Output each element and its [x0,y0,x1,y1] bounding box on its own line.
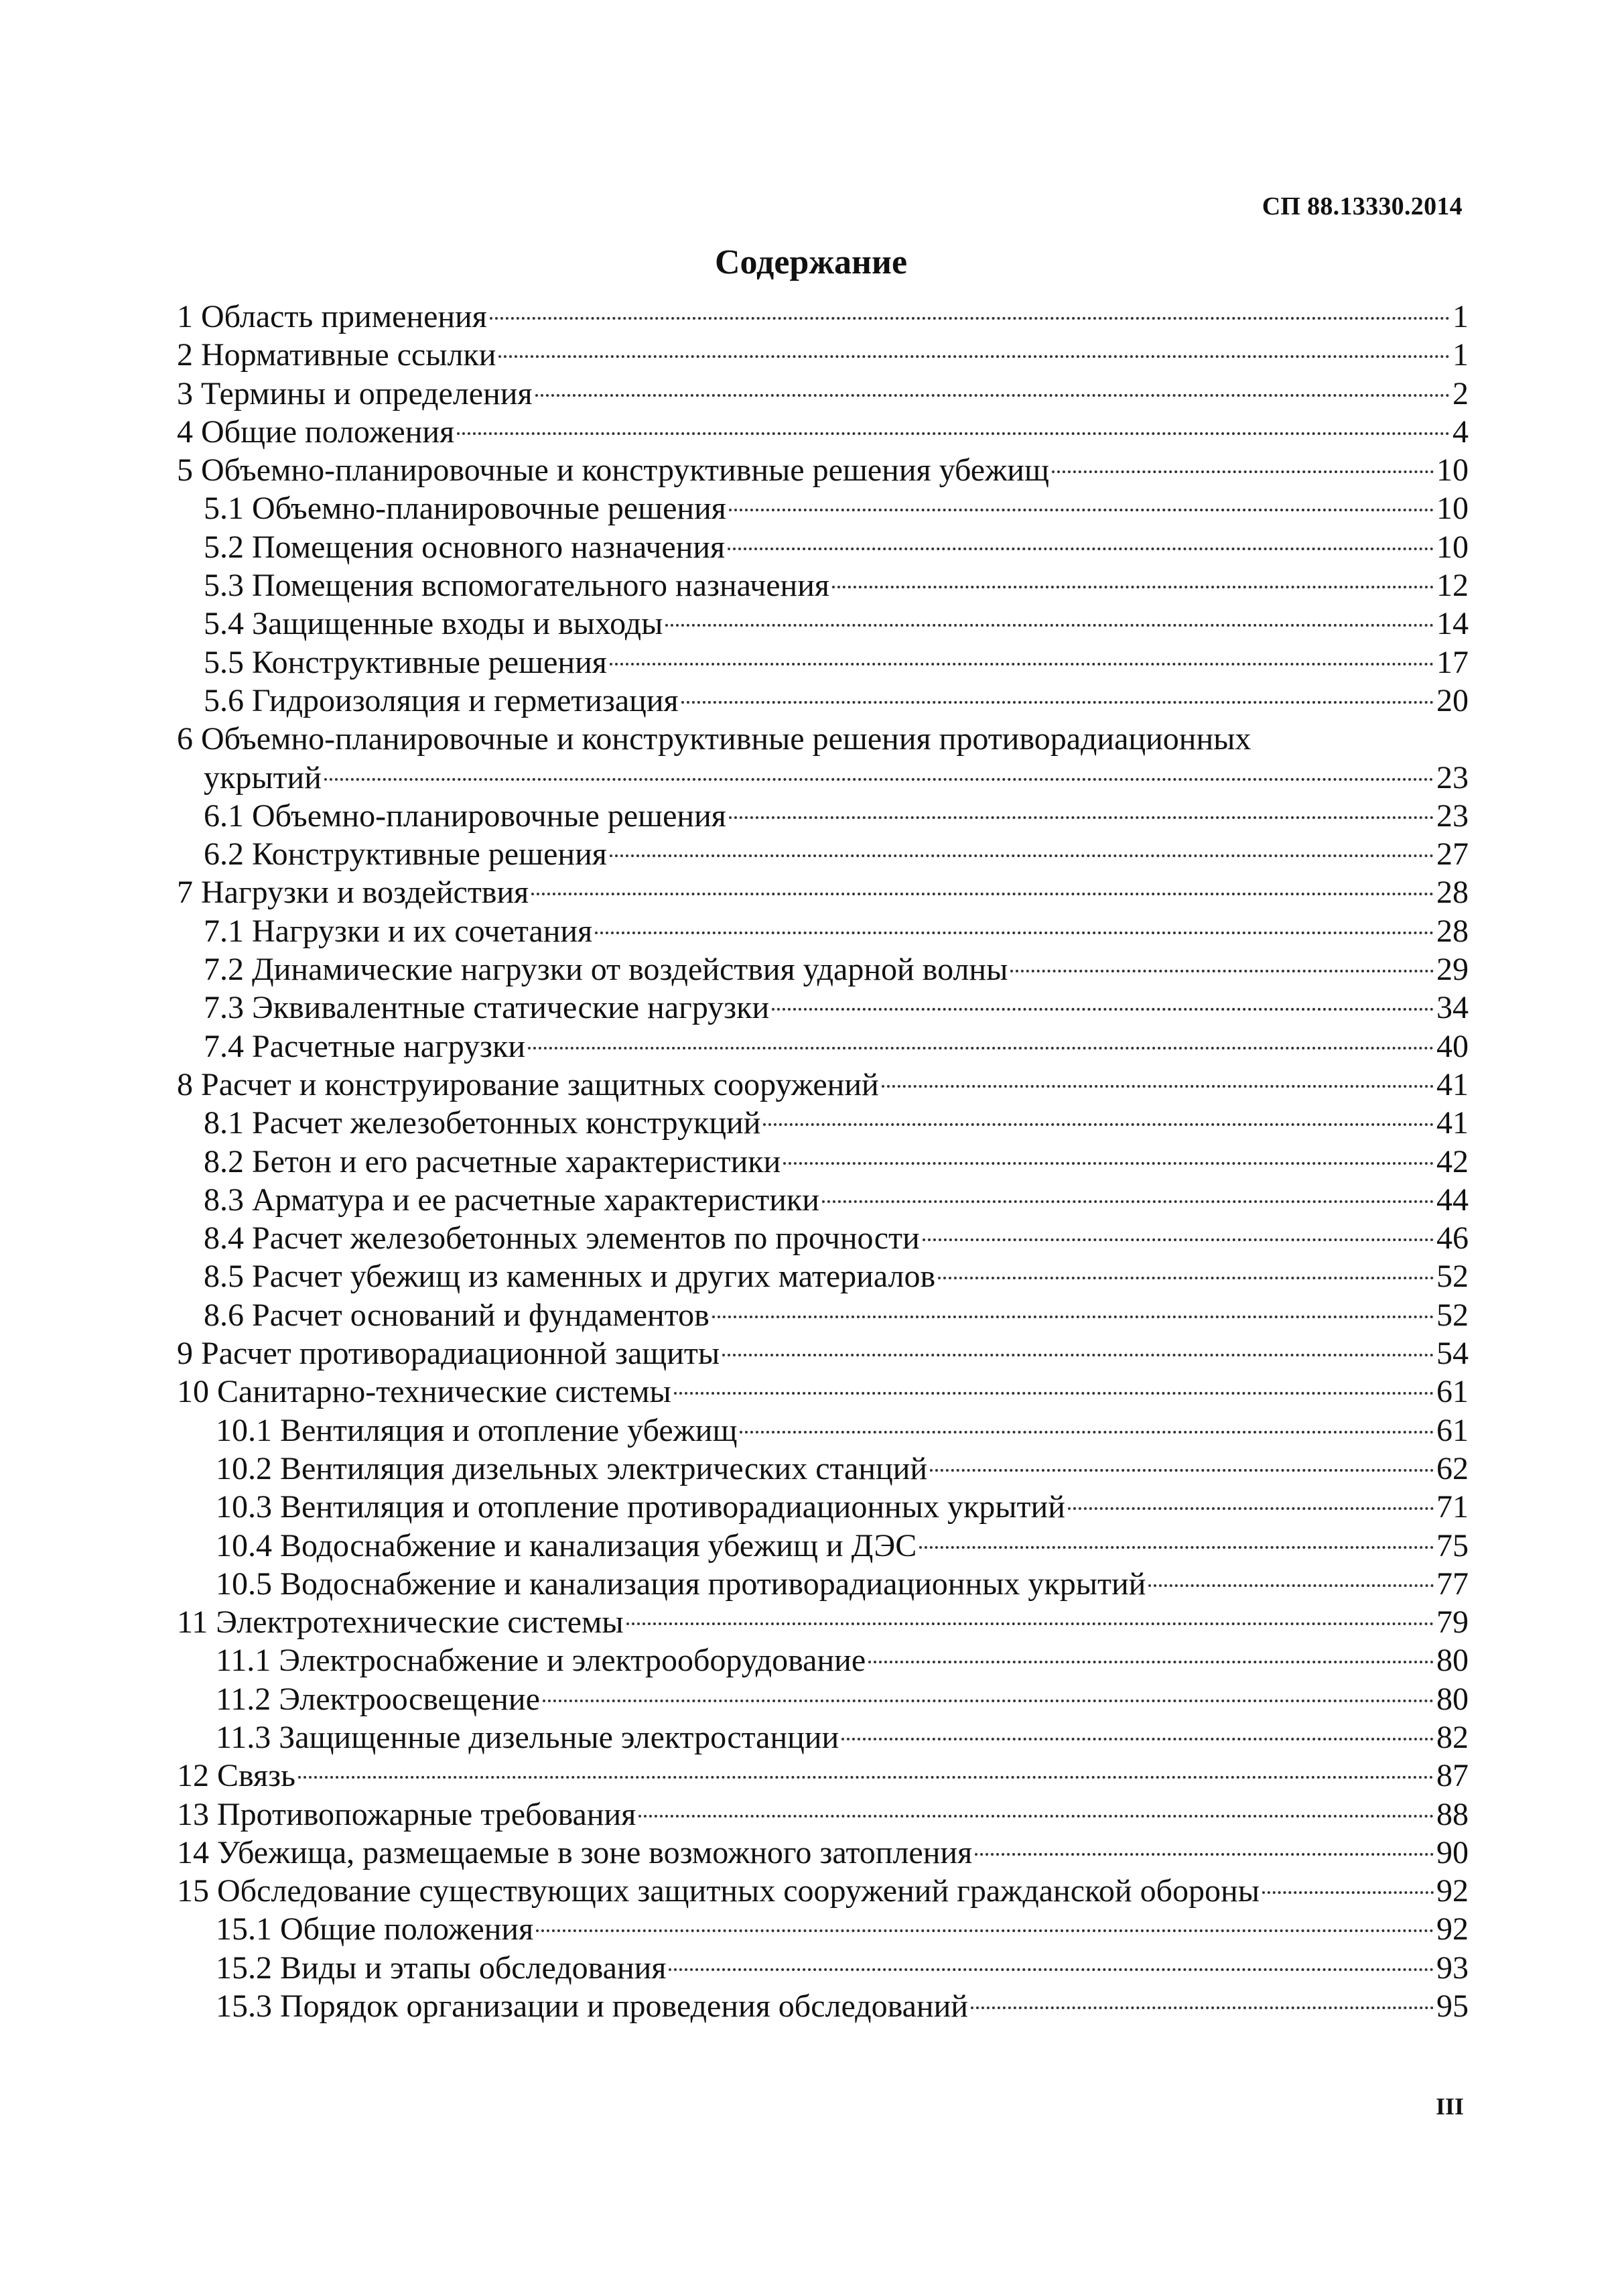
toc-entry-page: 28 [1436,913,1469,949]
toc-entry-page: 27 [1436,836,1469,873]
dot-leader [498,355,1450,358]
toc-entry [177,336,1469,374]
dot-leader [975,1853,1434,1856]
toc-entry-page: 2 [1452,375,1469,411]
toc-entry-title: 7 Нагрузки и воздействия [177,875,529,911]
dot-leader [674,1392,1434,1395]
toc-entry [177,566,1469,604]
dot-leader [1068,1507,1434,1510]
toc-entry-page: 10 [1436,452,1469,489]
dot-leader [971,2006,1434,2009]
toc-entry-title: 10 Санитарно-технические системы [177,1374,671,1410]
toc-entry-page: 62 [1436,1450,1469,1486]
toc-entry-title: 5.3 Помещения вспомогательного назначения [204,568,829,604]
dot-leader [543,1700,1434,1702]
toc-entry-page: 23 [1436,798,1469,834]
toc-entry [177,1757,1469,1795]
toc-entry-page: 34 [1436,990,1469,1026]
toc-entry [177,1143,1469,1181]
toc-entry [177,1027,1469,1066]
toc-entry-page: 80 [1436,1681,1469,1717]
toc-entry-title: 8.3 Арматура и ее расчетные характеристики [204,1182,819,1218]
toc-entry-page: 79 [1436,1604,1469,1641]
dot-leader [528,1047,1434,1049]
toc-entry-title: 8 Расчет и конструирование защитных сооружений [177,1066,879,1102]
dot-leader [298,1776,1434,1779]
toc-entry-page: 28 [1436,875,1469,911]
toc-entry-title: 11 Электротехнические системы [177,1604,624,1641]
toc-entry-title: 13 Противопожарные требования [177,1796,636,1832]
dot-leader [681,701,1434,704]
toc-entry-title: 7.4 Расчетные нагрузки [204,1028,526,1064]
toc-entry-page: 71 [1436,1489,1469,1525]
dot-leader [610,854,1434,857]
dot-leader [536,1929,1434,1932]
toc-entry [177,1565,1469,1603]
toc-entry-title: 10.4 Водоснабжение и канализация убежищ и ДЭС [216,1527,917,1564]
toc-entry-page: 12 [1436,568,1469,604]
toc-entry-title: 8.4 Расчет железобетонных элементов по прочности [204,1220,920,1257]
toc-entry-page: 1 [1452,299,1469,334]
toc-entry [177,375,1469,413]
toc-entry-title: 5.1 Объемно-планировочные решения [204,491,726,527]
toc-entry-page: 29 [1436,952,1469,988]
toc-entry-page: 92 [1436,1911,1469,1948]
toc-entry-page: 44 [1436,1182,1469,1218]
toc-entry-title: 8.5 Расчет убежищ из каменных и других материалов [204,1259,936,1295]
dot-leader [763,1123,1434,1126]
toc-entry-title: 8.1 Расчет железобетонных конструкций [204,1105,761,1141]
dot-leader [712,1316,1434,1318]
dot-leader [1052,470,1434,473]
dot-leader [535,394,1450,397]
toc-entry [177,1834,1469,1872]
toc-entry [177,1718,1469,1757]
dot-leader [324,778,1434,781]
toc-entry [177,413,1469,451]
toc-entry-title: 3 Термины и определения [177,375,533,411]
dot-leader [457,432,1450,435]
toc-entry-page: 23 [1436,759,1469,795]
toc-entry-title: 5 Объемно-планировочные и конструктивные решения убежищ [177,452,1049,489]
dot-leader [783,1162,1434,1165]
toc-entry-page: 95 [1436,1988,1469,2025]
toc-entry [177,950,1469,988]
toc-entry-title: 7.1 Нагрузки и их сочетания [204,913,593,949]
toc-entry-page: 88 [1436,1796,1469,1832]
toc-entry-title: 6.2 Конструктивные решения [204,836,607,873]
toc-entry [177,682,1469,720]
toc-entry [177,873,1469,911]
toc-entry-continuation [177,759,1469,797]
toc-entry-title: 5.4 Защищенные входы и выходы [204,606,663,642]
dot-leader [919,1546,1434,1549]
toc-entry-title: 15.2 Виды и этапы обследования [216,1950,667,1986]
toc-entry-title: 10.1 Вентиляция и отопление убежищ [216,1412,738,1448]
toc-entry-title: 6.1 Объемно-планировочные решения [204,798,726,834]
dot-leader [822,1200,1434,1203]
toc-entry-title: 11.3 Защищенные дизельные электростанции [216,1719,839,1755]
toc-entry-page: 14 [1436,606,1469,642]
toc-entry [177,1949,1469,1987]
toc-entry-title: 7.2 Динамические нагрузки от воздействия ударной волны [204,952,1008,988]
toc-entry [177,1527,1469,1565]
toc-entry-title: 10.3 Вентиляция и отопление противорадиационных укрытий [216,1489,1065,1525]
dot-leader [665,624,1434,627]
toc-entry-page: 42 [1436,1143,1469,1179]
toc-entry [177,1795,1469,1834]
dot-leader [772,1008,1434,1011]
toc-entry-title: 10.2 Вентиляция дизельных электрических станций [216,1450,928,1486]
page-title: Содержание [714,243,908,281]
toc-entry [177,1066,1469,1104]
toc-entry-title: 8.6 Расчет оснований и фундаментов [204,1297,709,1333]
toc-entry-title: 14 Убежища, размещаемые в зоне возможного затопления [177,1834,973,1870]
dot-leader [923,1238,1434,1241]
dot-leader [1262,1891,1434,1894]
toc-entry-title: 5.6 Гидроизоляция и герметизация [204,682,679,718]
toc-entry [177,1488,1469,1526]
toc-entry [177,835,1469,873]
dot-leader [610,663,1434,665]
toc-entry [177,1104,1469,1142]
toc-entry [177,451,1469,489]
toc-entry-title: 5.5 Конструктивные решения [204,644,607,680]
toc-entry-page: 17 [1436,644,1469,680]
toc-entry-page: 41 [1436,1105,1469,1141]
toc-entry-page: 10 [1436,491,1469,527]
dot-leader [882,1085,1434,1088]
page-number: III [1435,2093,1464,2120]
toc-entry-title: 7.3 Эквивалентные статические нагрузки [204,990,770,1026]
toc-entry-title: 15 Обследование существующих защитных сооружений гражданской обороны [177,1873,1260,1909]
toc-entry-page: 75 [1436,1527,1469,1564]
toc-entry [177,1181,1469,1219]
toc-entry-title: укрытий [204,759,322,795]
toc-entry-title: 6 Объемно-планировочные и конструктивные решения противорадиационных [177,721,1252,757]
toc-entry-page: 54 [1436,1336,1469,1372]
dot-leader [638,1815,1434,1817]
toc-entry [177,298,1469,336]
toc-entry-title: 15.1 Общие положения [216,1911,534,1948]
toc-entry [177,1373,1469,1411]
toc-entry [177,1872,1469,1910]
toc-entry-page: 46 [1436,1220,1469,1257]
table-of-contents [177,298,1469,2025]
toc-entry-page: 20 [1436,682,1469,718]
dot-leader [669,1968,1434,1971]
dot-leader [740,1431,1434,1433]
toc-entry [177,1680,1469,1718]
toc-entry-page: 61 [1436,1412,1469,1448]
toc-entry-title: 10.5 Водоснабжение и канализация противорадиационных укрытий [216,1566,1146,1602]
toc-entry-title: 5.2 Помещения основного назначения [204,529,726,565]
toc-entry-page: 52 [1436,1259,1469,1295]
toc-entry-title: 2 Нормативные ссылки [177,337,496,373]
toc-entry-title: 9 Расчет противорадиационной защиты [177,1336,720,1372]
dot-leader [841,1738,1434,1740]
toc-entry-page: 1 [1452,337,1469,373]
toc-entry [177,489,1469,527]
dot-leader [626,1622,1434,1625]
dot-leader [722,1354,1434,1356]
toc-entry-page: 41 [1436,1066,1469,1102]
toc-entry-page: 93 [1436,1950,1469,1986]
toc-entry [177,643,1469,682]
dot-leader [490,317,1450,320]
toc-entry [177,1910,1469,1948]
toc-entry-page: 10 [1436,529,1469,565]
toc-entry-page: 4 [1452,413,1469,450]
toc-entry [177,1411,1469,1450]
toc-entry [177,1987,1469,2025]
toc-entry-page: 52 [1436,1297,1469,1333]
toc-entry [177,1296,1469,1334]
toc-entry [177,797,1469,835]
toc-entry-title: 12 Связь [177,1758,295,1794]
toc-entry [177,1334,1469,1373]
toc-entry [177,988,1469,1027]
toc-entry [177,720,1469,758]
dot-leader [938,1277,1434,1279]
toc-entry [177,1257,1469,1295]
toc-entry [177,1603,1469,1641]
toc-entry-page: 40 [1436,1028,1469,1064]
toc-entry [177,604,1469,643]
dot-leader [1010,970,1434,972]
dot-leader [531,893,1434,895]
document-code: СП 88.13330.2014 [1262,192,1463,220]
toc-entry-page: 80 [1436,1643,1469,1679]
dot-leader [868,1661,1434,1663]
toc-entry-page: 90 [1436,1834,1469,1870]
toc-entry-page: 61 [1436,1374,1469,1410]
dot-leader [832,586,1434,588]
toc-entry-title: 8.2 Бетон и его расчетные характеристики [204,1143,781,1179]
toc-entry-title: 11.1 Электроснабжение и электрооборудование [216,1643,866,1679]
dot-leader [729,509,1434,511]
toc-entry-page: 77 [1436,1566,1469,1602]
toc-entry-title: 1 Область применения [177,299,487,334]
dot-leader [595,932,1434,934]
toc-entry-title: 4 Общие положения [177,413,455,450]
toc-entry-title: 15.3 Порядок организации и проведения обследований [216,1988,968,2025]
toc-entry [177,912,1469,950]
dot-leader [930,1469,1434,1472]
dot-leader [729,816,1434,819]
dot-leader [728,548,1434,550]
dot-leader [1148,1584,1434,1587]
toc-entry [177,1641,1469,1679]
toc-entry-page: 82 [1436,1719,1469,1755]
toc-entry [177,1219,1469,1257]
toc-entry-page: 92 [1436,1873,1469,1909]
toc-entry-page: 87 [1436,1758,1469,1794]
toc-entry [177,1450,1469,1488]
toc-entry-title: 11.2 Электроосвещение [216,1681,540,1717]
toc-entry [177,528,1469,566]
